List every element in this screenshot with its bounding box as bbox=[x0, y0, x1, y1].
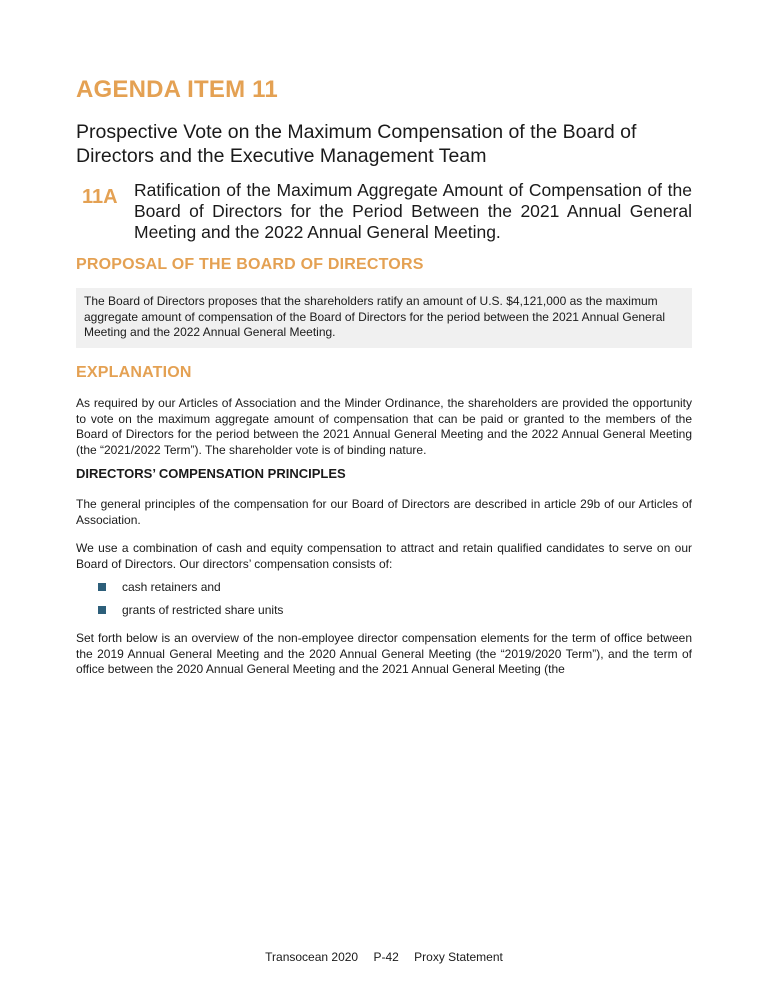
list-item bbox=[98, 603, 283, 626]
principles-para-1: The general principles of the compensation for our Board of Directors are described in article 29b of our Articles of Association. bbox=[76, 497, 692, 527]
agenda-title: AGENDA ITEM 11 bbox=[76, 76, 278, 103]
footer-document: Proxy Statement bbox=[414, 950, 503, 964]
explanation-heading: EXPLANATION bbox=[76, 364, 192, 381]
principles-para-2: We use a combination of cash and equity compensation to attract and retain qualified candidates to serve on our Board of Directors. Our directors’ compensation consists of: bbox=[76, 541, 692, 571]
item-text: Ratification of the Maximum Aggregate Amount of Compensation of the Board of Directors for the Period Between the 2021 Annual General Meeting and the 2022 Annual General Meeting. bbox=[134, 180, 692, 242]
page-footer bbox=[0, 950, 768, 964]
list-item-label: grants of restricted share units bbox=[122, 603, 284, 617]
footer-page-number: P-42 bbox=[373, 950, 399, 964]
proposal-box: The Board of Directors proposes that the shareholders ratify an amount of U.S. $4,121,000 as the maximum aggregate amount of compensation of the Board of Directors for the period between the 2021 Annual General Meeting and the 2022 Annual General Meeting. bbox=[76, 288, 692, 348]
agenda-subtitle: Prospective Vote on the Maximum Compensation of the Board of Directors and the Executive Management Team bbox=[76, 121, 637, 167]
principles-para-3: Set forth below is an overview of the non-employee director compensation elements for the term of office between the 2019 Annual General Meeting and the 2020 Annual General Meeting (the “2019/2020 Term”), and the term of office between the 2020 Annual General Meeting and the 2021 Annual General Meeting (the bbox=[76, 631, 692, 676]
list-item-label: cash retainers and bbox=[122, 580, 221, 594]
compensation-list bbox=[98, 580, 283, 626]
bullet-square-icon bbox=[98, 583, 106, 591]
principles-heading: DIRECTORS’ COMPENSATION PRINCIPLES bbox=[76, 466, 346, 481]
explanation-text: As required by our Articles of Association and the Minder Ordinance, the shareholders are provided the opportunity to vote on the maximum aggregate amount of compensation that can be paid or granted to the members of the Board of Directors for the period between the 2021 Annual General Meeting and the 2022 Annual General Meeting (the “2021/2022 Term”). The shareholder vote is of binding nature. bbox=[76, 396, 692, 457]
list-item bbox=[98, 580, 283, 603]
proposal-heading: PROPOSAL OF THE BOARD OF DIRECTORS bbox=[76, 256, 424, 273]
footer-company: Transocean 2020 bbox=[265, 950, 359, 964]
bullet-square-icon bbox=[98, 606, 106, 614]
item-code: 11A bbox=[82, 186, 118, 208]
